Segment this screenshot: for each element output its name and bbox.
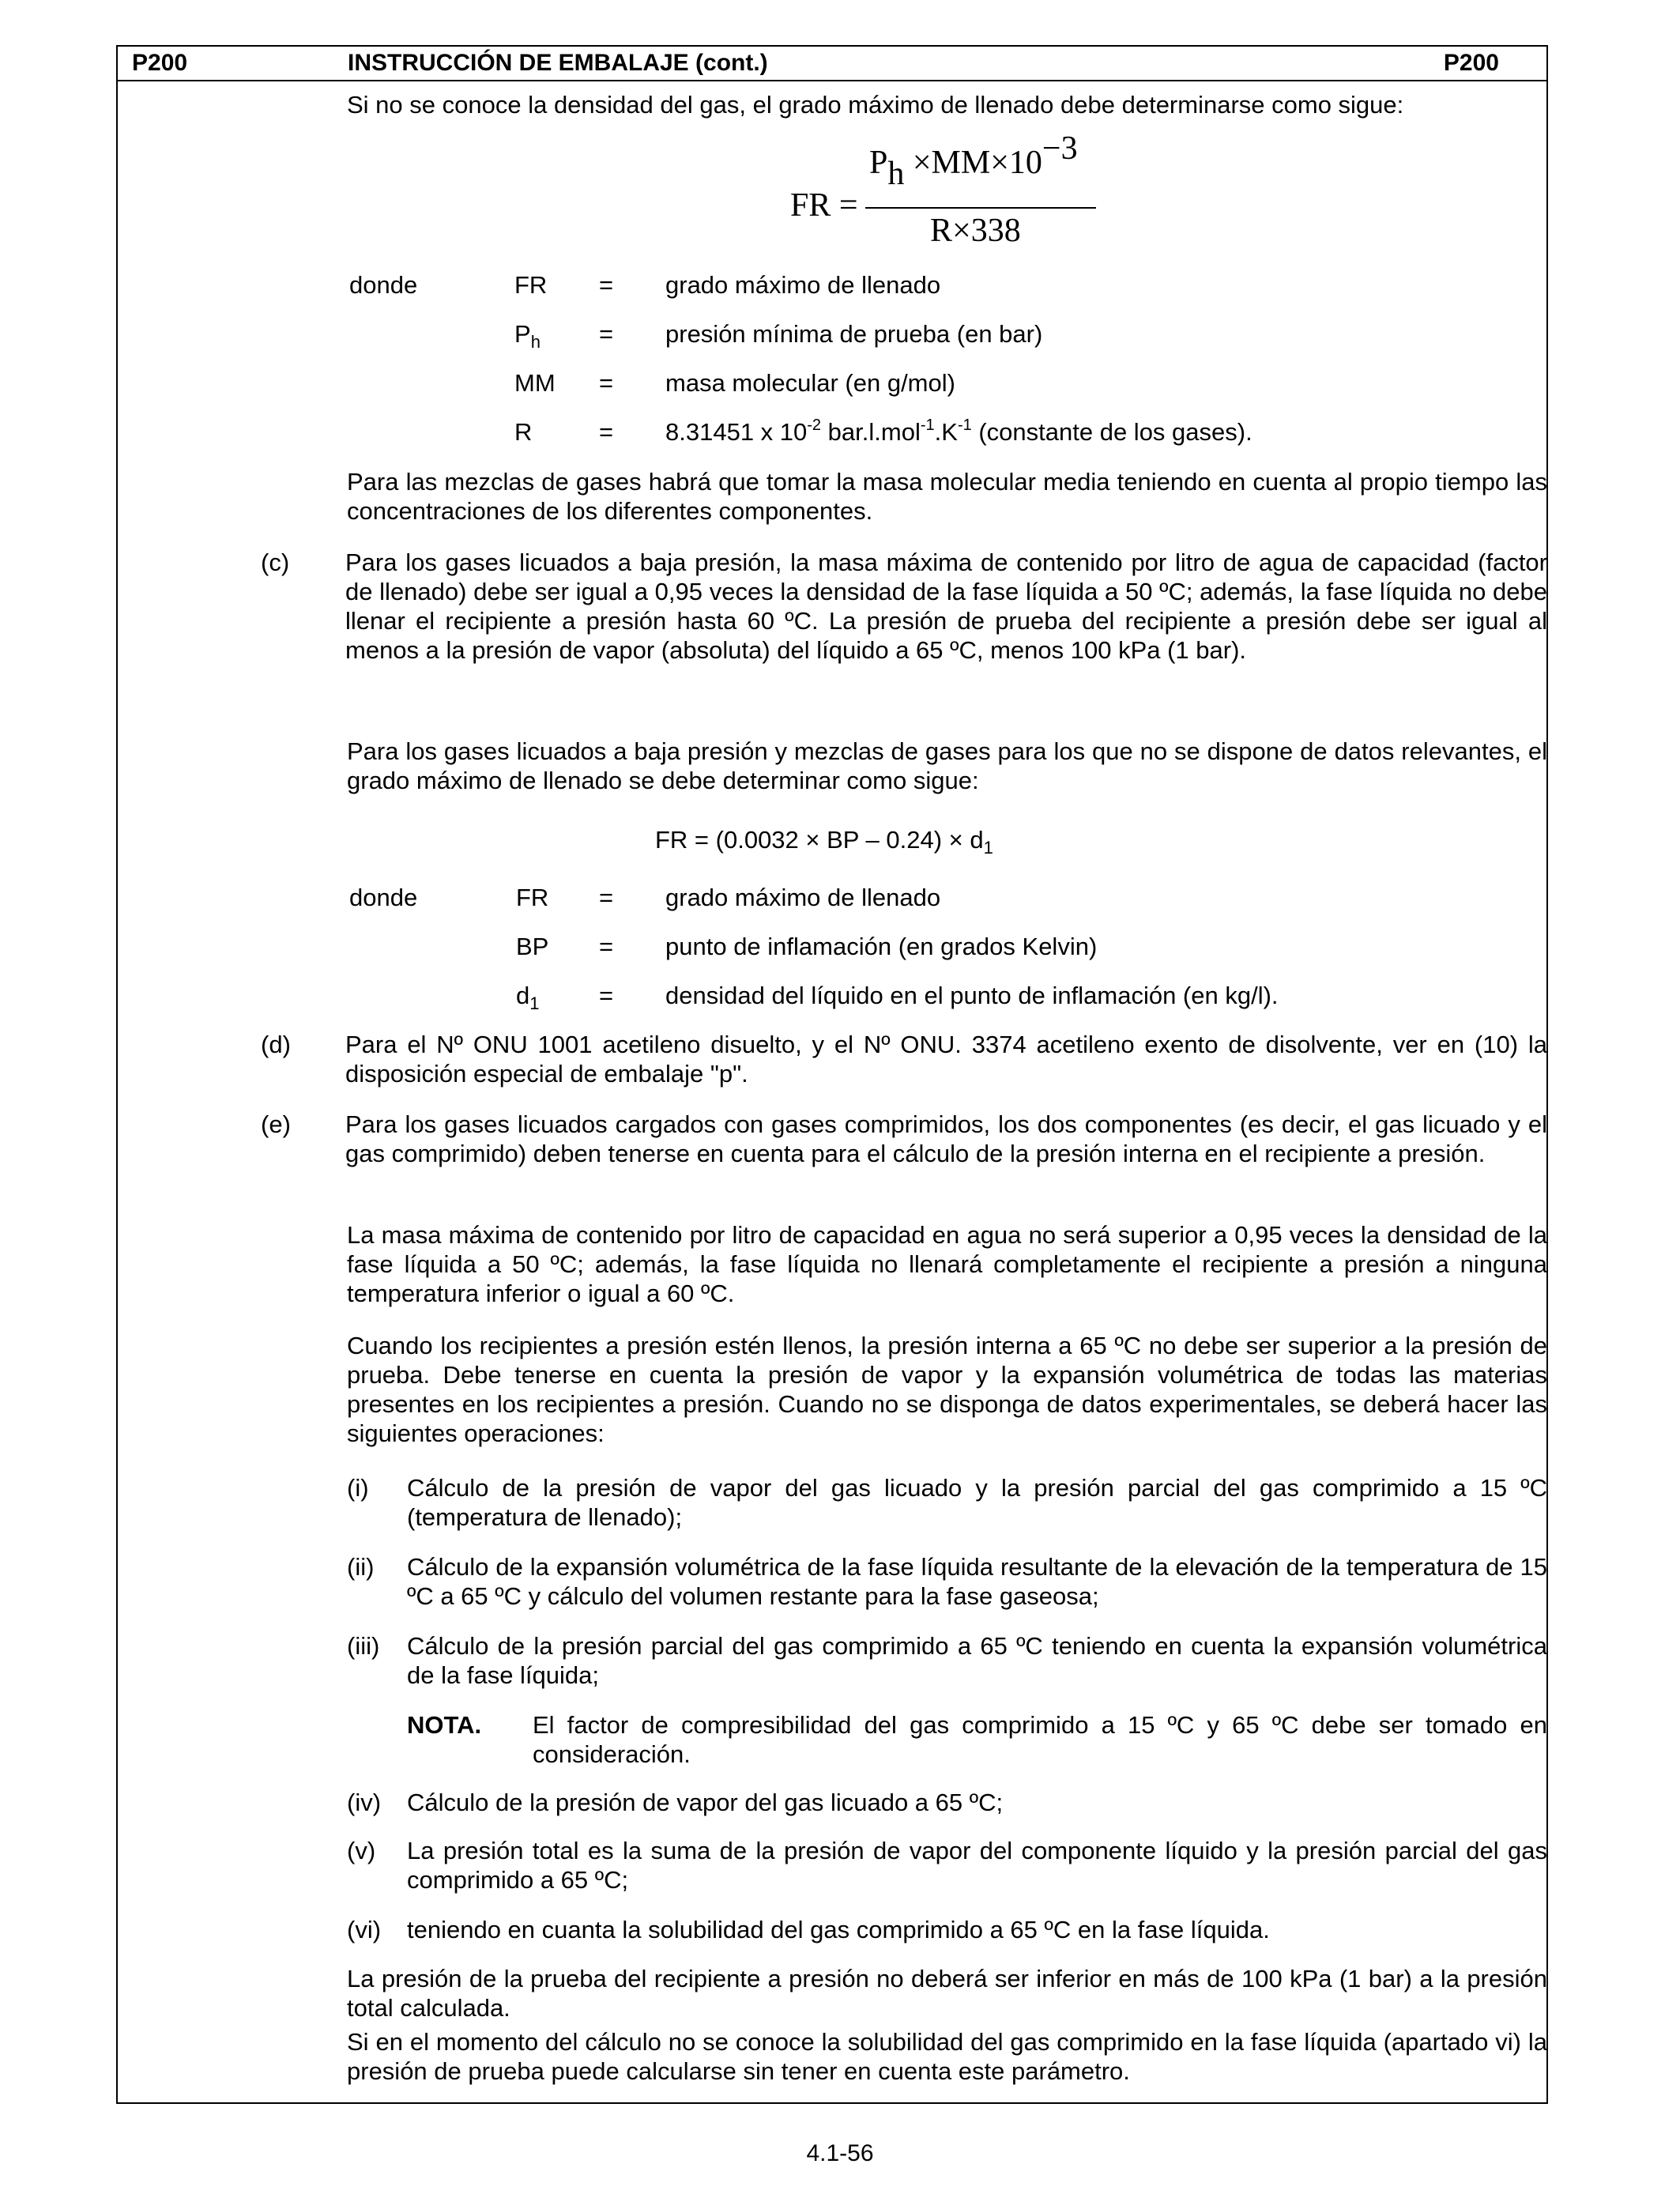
where2-sym-fr: FR <box>516 884 549 911</box>
where1-sym-fr: FR <box>514 271 548 299</box>
item-c-para1: Para los gases licuados a baja presión, la masa máxima de contenido por litro de agua de capacidad (factor de llenado) debe ser igual a 0,95 veces la densidad de la fase líquida a 50 ºC; además, la fase líquida no debe llenar el recipiente a presión hasta 60 ºC. La presión de prueba del recipiente a presión debe ser igual al menos a la presión de vapor (absoluta) del líquido a 65 ºC, menos 100 kPa (1 bar). <box>345 548 1547 664</box>
step-text: Cálculo de la expansión volumétrica de la fase líquida resultante de la elevación de la temperatura de 15 ºC a 65 ºC y cálculo del volumen restante para la fase gaseosa; <box>407 1553 1547 1610</box>
where1-desc-mm: masa molecular (en g/mol) <box>665 369 955 397</box>
item-e-label: (e) <box>261 1110 291 1138</box>
step-label: (ii) <box>347 1553 375 1581</box>
header-left-code: P200 <box>132 50 188 76</box>
where2-sym-bp: BP <box>516 933 549 960</box>
step-label: (i) <box>347 1474 369 1502</box>
where1-sym-mm: MM <box>514 369 556 397</box>
table-header <box>118 47 1546 81</box>
header-right-code: P200 <box>1443 50 1499 76</box>
where2-desc-fr: grado máximo de llenado <box>665 884 941 911</box>
where2-desc-d1: densidad del líquido en el punto de inflamación (en kg/l). <box>665 982 1279 1009</box>
intro-text: Si no se conoce la densidad del gas, el grado máximo de llenado debe determinarse como sigue: <box>347 91 1404 119</box>
item-e-para3: Cuando los recipientes a presión estén llenos, la presión interna a 65 ºC no debe ser superior a la presión de prueba. Debe tenerse en cuenta la presión de vapor y la expansión volumétrica de todas las materias presentes en los recipientes a presión. Cuando no se disponga de datos experimentales, se deberá hacer las siguientes operaciones: <box>347 1332 1547 1447</box>
where2-label: donde <box>349 884 418 911</box>
fraction-bar <box>865 207 1096 209</box>
where1-eq: = <box>599 369 614 397</box>
item-e-para1: Para los gases licuados cargados con gases comprimidos, los dos componentes (es decir, el gas licuado y el gas comprimido) deben tenerse en cuenta para el cálculo de la presión interna en el recipiente a presión. <box>345 1110 1547 1167</box>
formula1-ph: P <box>869 145 888 181</box>
step-label: (v) <box>347 1837 376 1864</box>
page-number: 4.1-56 <box>806 2140 874 2166</box>
formula1-numerator <box>869 130 1078 192</box>
where1-eq: = <box>599 271 614 299</box>
step-label: (vi) <box>347 1916 382 1943</box>
formula1-num-rest: ×MM×10 <box>912 145 1042 181</box>
step-text: Cálculo de la presión parcial del gas comprimido a 65 ºC teniendo en cuenta la expansión volumétrica de la fase líquida; <box>407 1632 1547 1689</box>
step-text: La presión total es la suma de la presión de vapor del componente líquido y la presión parcial del gas comprimido a 65 ºC; <box>407 1837 1547 1894</box>
step-text: Cálculo de la presión de vapor del gas licuado a 65 ºC; <box>407 1789 1004 1816</box>
item-c-label: (c) <box>261 548 290 576</box>
where1-desc-r: 8.31451 x $10^{-2}$ $bar.l.mol^{-1}.K^{-1}$ (constante de los gases). <box>665 416 1252 446</box>
formula1-ph-sub: h <box>887 156 905 192</box>
header-title: INSTRUCCIÓN DE EMBALAJE (cont.) <box>348 50 768 76</box>
note-text: El factor de compresibilidad del gas comprimido a 15 ºC y 65 ºC debe ser tomado en consideración. <box>533 1711 1547 1768</box>
step-text: Cálculo de la presión de vapor del gas licuado y la presión parcial del gas comprimido a 15 ºC (temperatura de llenado); <box>407 1474 1547 1531</box>
formula1-denominator: R×338 <box>930 213 1021 249</box>
where1-desc-ph: presión mínima de prueba (en bar) <box>665 320 1043 348</box>
where2-eq: = <box>599 884 614 911</box>
item-e-para2: La masa máxima de contenido por litro de capacidad en agua no será superior a 0,95 veces la densidad de la fase líquida a 50 ºC; además, la fase líquida no llenará completamente el recipiente a presión a ninguna temperatura inferior o igual a 60 ºC. <box>347 1221 1547 1307</box>
note-label: NOTA. <box>407 1711 482 1739</box>
formula1-eq: = <box>838 187 858 224</box>
step-text: teniendo en cuanta la solubilidad del gas comprimido a 65 ºC en la fase líquida. <box>407 1916 1270 1943</box>
where1-eq: = <box>599 320 614 348</box>
item-d-label: (d) <box>261 1031 291 1058</box>
formula-fill-ratio-liquefied: FR = (0.0032 × BP – $0.24) \times d_1$ <box>655 826 993 858</box>
where1-label: donde <box>349 271 418 299</box>
where1-sym-r: R <box>514 418 533 446</box>
where2-sym-d1: $d_1$ <box>516 982 540 1014</box>
step-label: (iv) <box>347 1789 382 1816</box>
where1-eq: = <box>599 418 614 446</box>
where2-eq: = <box>599 933 614 960</box>
step-label: (iii) <box>347 1632 380 1660</box>
where1-sym-ph: $P_h$ <box>514 320 541 352</box>
item-d-text: Para el Nº ONU 1001 acetileno disuelto, y el Nº ONU. 3374 acetileno exento de disolvente, ver en (10) la disposición especial de embalaje "p". <box>345 1031 1547 1088</box>
where2-desc-bp: punto de inflamación (en grados Kelvin) <box>665 933 1098 960</box>
item-e-para5: Si en el momento del cálculo no se conoce la solubilidad del gas comprimido en la fase líquida (apartado vi) la presión de prueba puede calcularse sin tener en cuenta este parámetro. <box>347 2028 1547 2085</box>
item-c-para2: Para los gases licuados a baja presión y mezclas de gases para los que no se dispone de datos relevantes, el grado máximo de llenado se debe determinar como sigue: <box>347 737 1547 794</box>
mixtures-note: Para las mezclas de gases habrá que tomar la masa molecular media teniendo en cuenta al propio tiempo las concentraciones de los diferentes componentes. <box>347 468 1547 525</box>
item-e-para4: La presión de la prueba del recipiente a presión no deberá ser inferior en más de 100 kPa (1 bar) a la presión total calculada. <box>347 1965 1547 2022</box>
formula1-lhs: FR <box>790 187 831 224</box>
where2-eq: = <box>599 982 614 1009</box>
formula1-exponent: −3 <box>1042 130 1078 167</box>
where1-desc-fr: grado máximo de llenado <box>665 271 941 299</box>
